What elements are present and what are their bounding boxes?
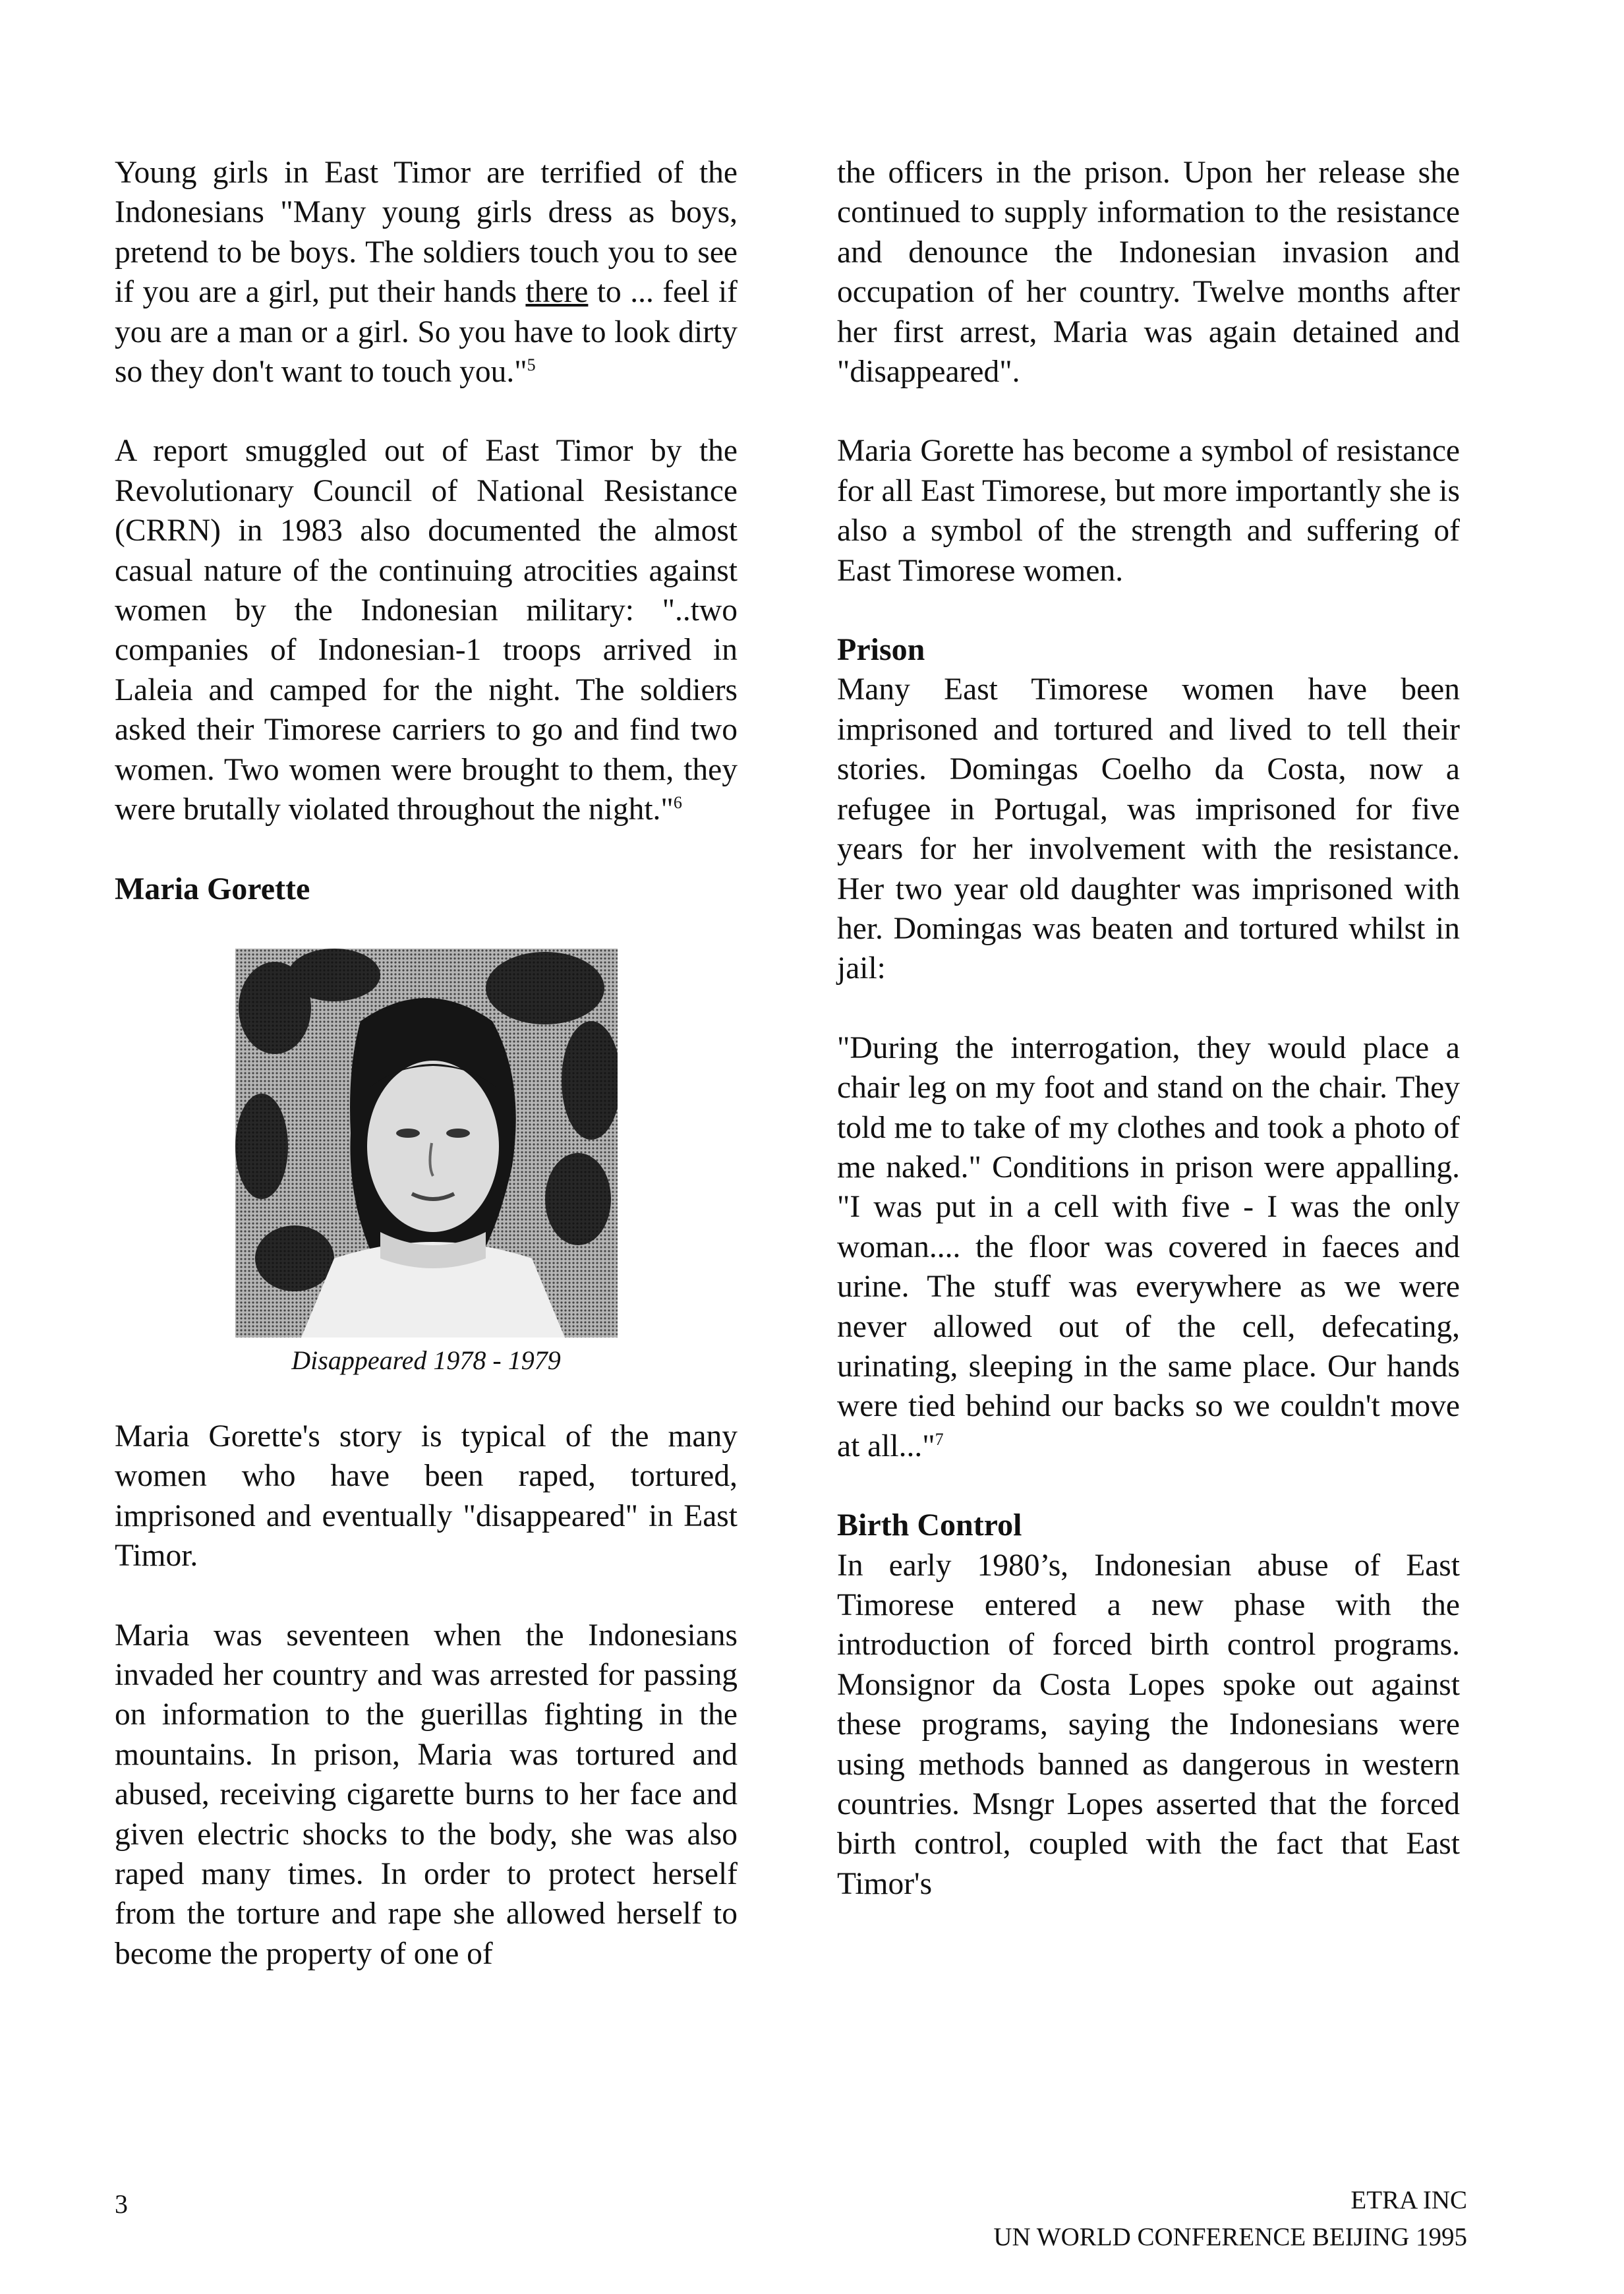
paragraph-birth-control: In early 1980’s, Indonesian abuse of East Timorese entered a new phase with the introduction of forced birth control programs. Monsignor da Costa Lopes spoke out against these programs, saying the Indonesians were using methods banned as dangerous in western countries. Msngr Lopes asserted that the forced birth control, coupled with the fact that East Timor's (837, 1548, 1460, 1901)
footer (993, 2182, 1467, 2256)
left-column (115, 153, 738, 1974)
photo-figure (115, 949, 738, 1377)
footer-conference: UN WORLD CONFERENCE BEIJING 1995 (993, 2223, 1467, 2251)
photo-caption: Disappeared 1978 - 1979 (291, 1345, 561, 1375)
paragraph-maria-symbol: Maria Gorette has become a symbol of resistance for all East Timorese, but more importantly she is also a symbol of the strength and suffering of East Timorese women. (837, 434, 1460, 588)
paragraph-interrogation-quote: "During the interrogation, they would place a chair leg on my foot and stand on the chair. They told me to take of my clothes and took a photo of me naked." Conditions in prison were appalling. "I was put in a cell with five - I was the only woman.... the floor was covered in faeces and urine. The stuff was everywhere as we were never allowed out of the cell, defecating, urinating, sleeping in the same place. Our hands were tied behind our backs so we couldn't move at all..."$^7$ (837, 1030, 1460, 1463)
heading-birth-control: Birth Control (837, 1508, 1022, 1543)
footer-organization: ETRA INC (1350, 2186, 1467, 2214)
paragraph-maria-arrest: Maria was seventeen when the Indonesians invaded her country and was arrested for passing on information to the guerillas fighting in the mountains. In prison, Maria was tortured and abused, receiving cigarette burns to her face and given electric shocks to the body, she was also raped many times. In order to protect herself from the torture and rape she allowed herself to become the property of one of (115, 1618, 738, 1971)
page-number: 3 (115, 2189, 128, 2219)
paragraph-maria-release: the officers in the prison. Upon her release she continued to supply information to the resistance and denounce the Indonesian invasion and occupation of her country. Twelve months after her first arrest, Maria was again detained and "disappeared". (837, 156, 1460, 390)
paragraph-young-girls: Young girls in East Timor are terrified of the Indonesians "Many young girls dress as boys, pretend to be boys. The soldiers touch you to see if you are a girl, put their hands there to ... feel if you are a man or a girl. So you have to look dirty so they don't want to touch you."$^5$ (115, 156, 738, 390)
right-column (837, 153, 1460, 1904)
footnote-ref-6: 6 (673, 793, 682, 813)
paragraph-maria-story: Maria Gorette's story is typical of the many women who have been raped, tortured, imprisoned and eventually "disappeared" in East Timor. (115, 1419, 738, 1573)
portrait-photo (235, 949, 618, 1338)
footnote-ref-7: 7 (935, 1429, 944, 1449)
heading-prison: Prison (837, 632, 925, 668)
paragraph-crrn-report: A report smuggled out of East Timor by the Revolutionary Council of National Resistance (CRRN) in 1983 also documented the almost casual nature of the continuing atrocities against women by the Indonesian military: "..two companies of Indonesian-1 troops arrived in Laleia and camped for the night. The soldiers asked their Timorese carriers to go and find two women. Two women were brought to them, they were brutally violated throughout the night."$^6$ (115, 434, 738, 827)
paragraph-prison-intro: Many East Timorese women have been imprisoned and tortured and lived to tell their stories. Domingas Coelho da Costa, now a refugee in Portugal, was imprisoned for five years for her involvement with the resistance. Her two year old daughter was imprisoned with her. Domingas was beaten and tortured whilst in jail: (837, 672, 1460, 986)
footnote-ref-5: 5 (527, 355, 536, 375)
heading-maria-gorette: Maria Gorette (115, 871, 310, 906)
underlined-word: there (525, 275, 589, 310)
